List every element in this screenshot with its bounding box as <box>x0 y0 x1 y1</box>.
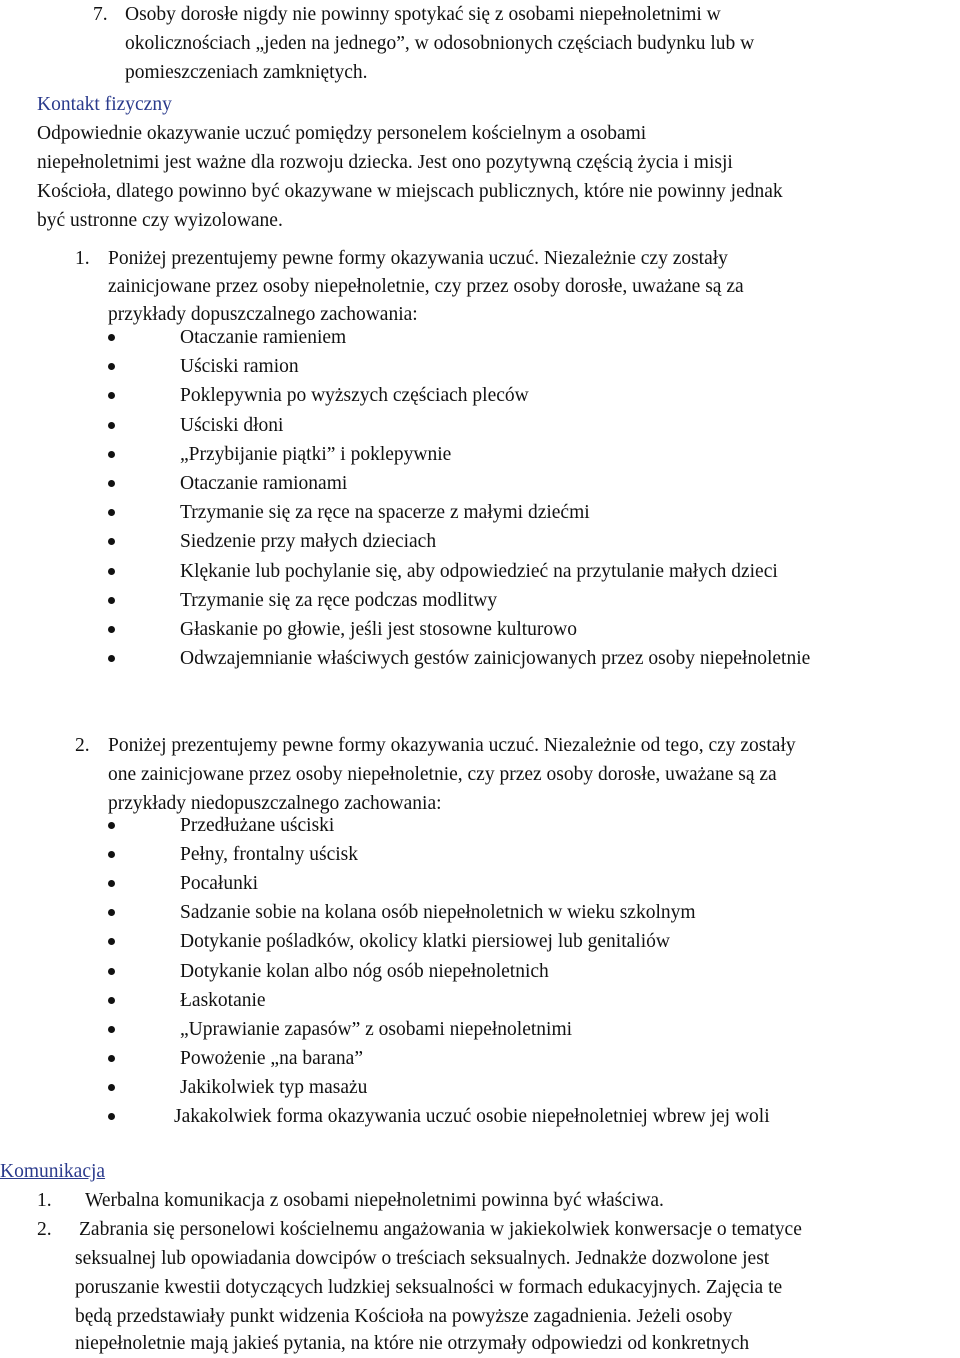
bullet-icon <box>108 938 115 945</box>
bullet-icon <box>108 392 115 399</box>
bullet-icon <box>108 509 115 516</box>
contact-line-3: Kościoła, dlatego powinno być okazywane w miejscach publicznych, które nie powinny jednak <box>37 181 783 202</box>
bullet-icon <box>108 451 115 458</box>
bullet-icon <box>108 851 115 858</box>
list-item: Sadzanie sobie na kolana osób niepełnoletnich w wieku szkolnym <box>180 902 696 924</box>
communication-item-2-line-1: Zabrania się personelowi kościelnemu angażowania w jakiekolwiek konwersacje o tematyce <box>79 1219 802 1240</box>
list-item: Uściski ramion <box>180 356 299 378</box>
contact-line-2: niepełnoletnimi jest ważne dla rozwoju dziecka. Jest ono pozytywną częścią życia i misji <box>37 152 733 173</box>
list-item: Poklepywnia po wyższych częściach pleców <box>180 385 529 407</box>
item7-line-1: Osoby dorosłe nigdy nie powinny spotykać się z osobami niepełnoletnimi w <box>125 4 721 25</box>
list1-intro-line-2: zainicjowane przez osoby niepełnoletnie, czy przez osoby dorosłe, uważane są za <box>108 276 744 297</box>
communication-item-1-number: 1. <box>37 1190 52 1211</box>
list-item: Powożenie „na barana” <box>180 1047 363 1069</box>
list1-intro-line-3: przykłady dopuszczalnego zachowania: <box>108 304 418 325</box>
communication-item-2-line-3: poruszanie kwestii dotyczących ludzkiej seksualności w formach edukacyjnych. Zajęcia te <box>75 1277 783 1298</box>
bullet-icon <box>108 968 115 975</box>
bullet-icon <box>108 480 115 487</box>
item7-number: 7. <box>93 4 108 25</box>
list-item: Pocałunki <box>180 873 258 895</box>
bullet-icon <box>108 363 115 370</box>
list-item: Dotykanie pośladków, okolicy klatki piersiowej lub genitaliów <box>180 931 670 953</box>
item7-line-3: pomieszczeniach zamkniętych. <box>125 62 368 83</box>
bullet-icon <box>108 1026 115 1033</box>
list2-intro-line-2: one zainicjowane przez osoby niepełnoletnie, czy przez osoby dorosłe, uważane są za <box>108 764 777 785</box>
list-item: Odwzajemnianie właściwych gestów zainicjowanych przez osoby niepełnoletnie <box>180 648 811 670</box>
communication-item-2-line-4: będą przedstawiały punkt widzenia Kościoła na powyższe zagadnienia. Jeżeli osoby <box>75 1306 733 1327</box>
list-item: Łaskotanie <box>180 989 266 1011</box>
list-item: Jakakolwiek forma okazywania uczuć osobie niepełnoletniej wbrew jej woli <box>174 1106 770 1127</box>
bullet-icon <box>108 626 115 633</box>
list2-number: 2. <box>75 735 90 756</box>
list-item: Klękanie lub pochylanie się, aby odpowiedzieć na przytulanie małych dzieci <box>180 560 778 582</box>
communication-item-2-line-5: niepełnoletnie mają jakieś pytania, na które nie otrzymały odpowiedzi od konkretnych <box>75 1333 750 1354</box>
list-item: Głaskanie po głowie, jeśli jest stosowne kulturowo <box>180 619 577 640</box>
list-item: „Uprawianie zapasów” z osobami niepełnoletnimi <box>180 1018 573 1040</box>
communication-item-2-number: 2. <box>37 1219 52 1240</box>
list2-intro-line-1: Poniżej prezentujemy pewne formy okazywania uczuć. Niezależnie od tego, czy zostały <box>108 735 796 756</box>
bullet-icon <box>108 1084 115 1091</box>
list-item: Jakikolwiek typ masażu <box>180 1076 368 1098</box>
list-item: Uściski dłoni <box>180 414 284 436</box>
bullet-icon <box>108 997 115 1004</box>
list-item: „Przybijanie piątki” i poklepywnie <box>180 443 452 465</box>
bullet-icon <box>108 822 115 829</box>
list-item: Przedłużane uściski <box>180 815 335 836</box>
list-item: Trzymanie się za ręce na spacerze z małymi dziećmi <box>180 502 590 524</box>
bullet-icon <box>108 909 115 916</box>
bullet-icon <box>108 568 115 575</box>
list-item: Pełny, frontalny uścisk <box>180 844 359 866</box>
bullet-icon <box>108 422 115 429</box>
contact-line-1: Odpowiednie okazywanie uczuć pomiędzy personelem kościelnym a osobami <box>37 123 647 144</box>
communication-item-1-line-1: Werbalna komunikacja z osobami niepełnoletnimi powinna być właściwa. <box>85 1190 664 1211</box>
section-heading-contact: Kontakt fizyczny <box>37 94 172 115</box>
bullet-icon <box>108 1113 115 1120</box>
item7-line-2: okolicznościach „jeden na jednego”, w odosobnionych częściach budynku lub w <box>125 33 755 54</box>
list-item: Trzymanie się za ręce podczas modlitwy <box>180 589 498 611</box>
bullet-icon <box>108 655 115 662</box>
list1-number: 1. <box>75 248 90 269</box>
bullet-icon <box>108 597 115 604</box>
list-item: Otaczanie ramionami <box>180 473 348 494</box>
list2-intro-line-3: przykłady niedopuszczalnego zachowania: <box>108 793 442 814</box>
communication-item-2-line-2: seksualnej lub opowiadania dowcipów o treściach seksualnych. Jednakże dozwolone jest <box>75 1248 770 1269</box>
list-item: Siedzenie przy małych dzieciach <box>180 531 437 553</box>
bullet-icon <box>108 880 115 887</box>
list-item: Otaczanie ramieniem <box>180 327 347 348</box>
list1-intro-line-1: Poniżej prezentujemy pewne formy okazywania uczuć. Niezależnie czy zostały <box>108 248 728 269</box>
bullet-icon <box>108 1055 115 1062</box>
bullet-icon <box>108 538 115 545</box>
contact-line-4: być ustronne czy wyizolowane. <box>37 210 283 231</box>
bullet-icon <box>108 334 115 341</box>
list-item: Dotykanie kolan albo nóg osób niepełnoletnich <box>180 960 549 982</box>
section-heading-communication: Komunikacja <box>0 1161 106 1182</box>
